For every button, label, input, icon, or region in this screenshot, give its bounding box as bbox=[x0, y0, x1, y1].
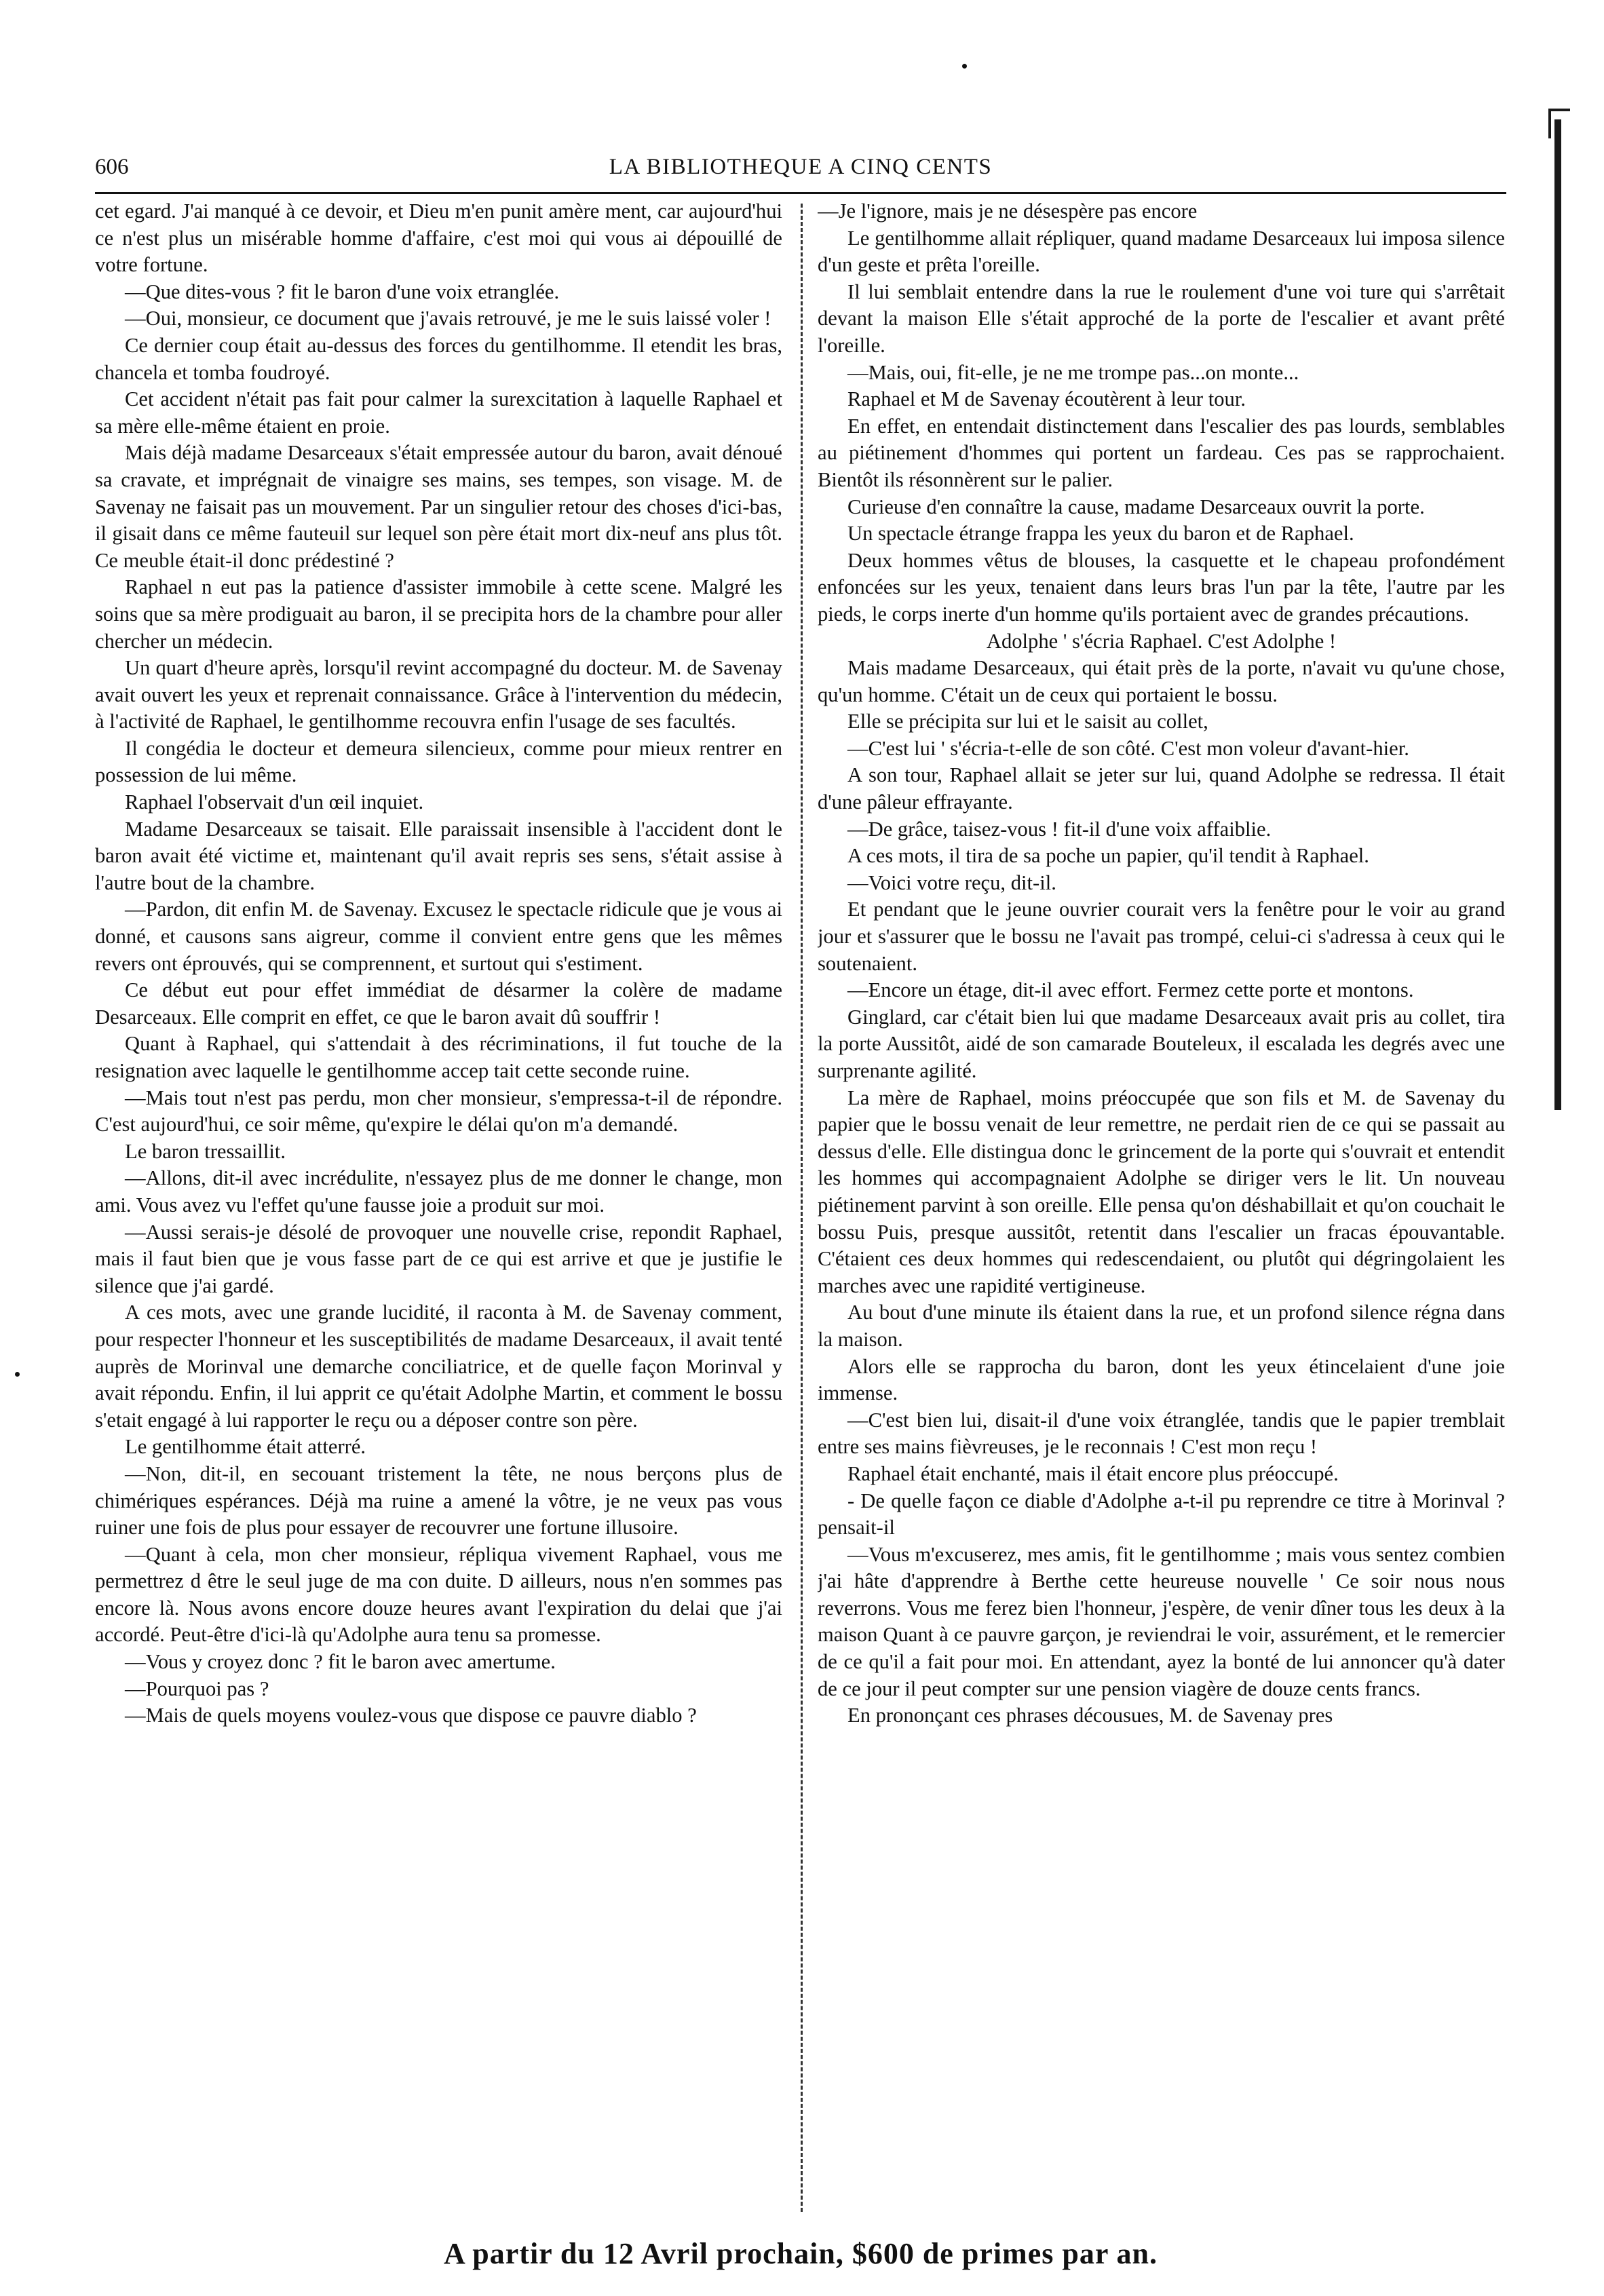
paragraph: —C'est lui ' s'écria-t-elle de son côté. C'est mon voleur d'avant-hier. bbox=[847, 736, 1409, 760]
paragraph: A ces mots, il tira de sa poche un papier, qu'il tendit à Raphael. bbox=[847, 844, 1369, 868]
paragraph: A son tour, Raphael allait se jeter sur lui, quand Adolphe se redressa. Il était d'une pâleur effrayante. bbox=[818, 763, 1505, 814]
paragraph: —Quant à cela, mon cher monsieur, répliqua vivement Raphael, vous me permettrez d être le seul juge de ma con duite. D ailleurs, nous n'en sommes pas encore là. Nous avons encore douze heures avant l'expiration du delai que j'ai accordé. Peut-être d'ici-là qu'Adolphe aura tenu sa promesse. bbox=[95, 1542, 782, 1647]
paragraph: —De grâce, taisez-vous ! fit-il d'une voix affaiblie. bbox=[847, 817, 1272, 841]
paragraph: Un quart d'heure après, lorsqu'il revint accompagné du docteur. M. de Savenay avait ouvert les yeux et reprenait connaissance. Grâce à l'intervention du médecin, à l'activité de Raphael, le gentilhomme recouvra enfin l'usage de ses facultés. bbox=[95, 656, 782, 733]
paragraph: Elle se précipita sur lui et le saisit au collet, bbox=[847, 710, 1208, 733]
paragraph: —Que dites-vous ? fit le baron d'une voix etranglée. bbox=[125, 280, 560, 303]
paragraph: —Voici votre reçu, dit-il. bbox=[847, 870, 1056, 894]
paragraph: —Pourquoi pas ? bbox=[125, 1677, 269, 1700]
paragraph: Cet accident n'était pas fait pour calmer la surexcitation à laquelle Raphael et sa mère elle-même étaient en proie. bbox=[95, 387, 782, 438]
print-speck bbox=[15, 1372, 20, 1377]
margin-bar-mark bbox=[1554, 119, 1561, 1110]
paragraph: —Mais de quels moyens voulez-vous que dispose ce pauvre diablo ? bbox=[125, 1704, 697, 1727]
paragraph: Mais déjà madame Desarceaux s'était empressée autour du baron, avait dénoué sa cravate, et imprégnait de vinaigre ses mains, ses tempes, son visage. M. de Savenay ne faisait pas un mouvement. Par un singulier retour des choses d'ici-bas, il gisait dans ce même fauteuil sur lequel son père était mort dix-neuf ans plus tôt. Ce meuble était-il donc prédestiné ? bbox=[95, 441, 782, 572]
paragraph: Un spectacle étrange frappa les yeux du baron et de Raphael. bbox=[847, 522, 1354, 546]
paragraph: Raphael et M de Savenay écoutèrent à leur tour. bbox=[847, 387, 1246, 411]
paragraph: Et pendant que le jeune ouvrier courait vers la fenêtre pour le voir au grand jour et s'assurer que le bossu ne l'avait pas trompé, celui-ci s'adressa à ceux qui le soutenaient. bbox=[818, 898, 1505, 975]
paragraph: Ginglard, car c'était bien lui que madame Desarceaux avait pris au collet, tira la porte Aussitôt, aidé de son camarade Bouteleux, il escalada les degrés avec une surprenante agilité. bbox=[818, 1005, 1505, 1082]
paragraph: Deux hommes vêtus de blouses, la casquette et le chapeau profondément enfoncées sur les yeux, tenaient dans leurs bras l'un par la tête, l'autre par les pieds, le corps inerte d'un homme qu'ils portaient avec de grandes précautions. bbox=[818, 548, 1505, 626]
paragraph: Madame Desarceaux se taisait. Elle paraissait insensible à l'accident dont le baron avait été victime et, maintenant qu'il avait repris ses sens, s'était assise à l'autre bout de la chambre. bbox=[95, 817, 782, 894]
paragraph: —Encore un étage, dit-il avec effort. Fermez cette porte et montons. bbox=[847, 978, 1414, 1002]
paragraph: —Pardon, dit enfin M. de Savenay. Excusez le spectacle ridicule que je vous ai donné, et causons sans aigreur, comme il convient entre gens que les mêmes revers ont éprouvés, qui se comprennent, et surtout qui s'estiment. bbox=[95, 898, 782, 975]
page-header bbox=[95, 155, 1506, 189]
paragraph: A ces mots, avec une grande lucidité, il raconta à M. de Savenay comment, pour respecter l'honneur et les susceptibilités de madame Desarceaux, il avait tenté auprès de Morinval une demarche conciliatrice, et de quelle façon Morinval y avait répondu. Enfin, il lui apprit ce qu'était Adolphe Martin, et comment le bossu s'etait engagé à lui rapporter le reçu ou a déposer contre son père. bbox=[95, 1301, 782, 1432]
paragraph: cet egard. J'ai manqué à ce devoir, et Dieu m'en punit amère ment, car aujourd'hui ce n'est plus un misérable homme d'affaire, c'est moi qui vous ai dépouillé de votre fortune. bbox=[95, 199, 782, 277]
paragraph: Mais madame Desarceaux, qui était près de la porte, n'avait vu qu'une chose, qu'un homme. C'était un de ceux qui portaient le bossu. bbox=[818, 656, 1505, 706]
paragraph: —Mais tout n'est pas perdu, mon cher monsieur, s'empressa-t-il de répondre. C'est aujourd'hui, ce soir même, qu'expire le délai qu'on m'a demandé. bbox=[95, 1086, 782, 1136]
paragraph: —C'est bien lui, disait-il d'une voix étranglée, tandis que le papier tremblait entre ses mains fièvreuses, je le reconnais ! C'est mon reçu ! bbox=[818, 1408, 1505, 1459]
paragraph: Curieuse d'en connaître la cause, madame Desarceaux ouvrit la porte. bbox=[847, 495, 1425, 518]
paragraph: —Non, dit-il, en secouant tristement la tête, ne nous berçons plus de chimériques espérances. Déjà ma ruine a amené la vôtre, je ne veux pas vous ruiner une fois de plus pour essayer de recouvrer une fortune illusoire. bbox=[95, 1461, 782, 1539]
paragraph: —Vous m'excuserez, mes amis, fit le gentilhomme ; mais vous sentez combien j'ai hâte d'apprendre à Berthe cette heureuse nouvelle ' Ce soir nous nous reverrons. Vous me ferez bien l'honneur, j'espère, de venir dîner tous les deux à la maison Quant à ce pauvre garçon, je reviendrai le voir, assurément, et le remercier de ce qu'il a fait pour moi. En attendant, ayez la bonté de lui annoncer qu'à dater de ce jour il peut compter sur une pension viagère de douze cents francs. bbox=[818, 1542, 1505, 1700]
paragraph: Raphael l'observait d'un œil inquiet. bbox=[125, 790, 424, 814]
page-number: 606 bbox=[95, 155, 129, 179]
column-divider bbox=[801, 204, 803, 2212]
paragraph: La mère de Raphael, moins préoccupée que son fils et M. de Savenay du papier que le bossu venait de leur remettre, ne perdait rien de ce qui se passait au dessus d'elle. Elle distingua donc le grincement de la porte qui s'ouvrait et entendit les hommes qui accompagnaient Adolphe se diriger vers le lit. Un nouveau piétinement parvint à son oreille. Elle pensa qu'on déshabillait et qu'on couchait le bossu Puis, presque aussitôt, retentit dans l'escalier un fracas épouvantable. C'étaient ces deux hommes qui redescendaient, ou plutôt qui dégringolaient les marches avec une rapidité vertigineuse. bbox=[818, 1086, 1505, 1297]
header-rule bbox=[95, 192, 1506, 194]
paragraph: Raphael n eut pas la patience d'assister immobile à cette scene. Malgré les soins que sa mère prodiguait au baron, il se precipita hors de la chambre pour aller chercher un médecin. bbox=[95, 575, 782, 653]
paragraph: Adolphe ' s'écria Raphael. C'est Adolphe ! bbox=[986, 629, 1337, 653]
paragraph: —Je l'ignore, mais je ne désespère pas encore bbox=[818, 199, 1198, 223]
paragraph: Ce dernier coup était au-dessus des forces du gentilhomme. Il etendit les bras, chancela et tomba foudroyé. bbox=[95, 333, 782, 384]
paragraph: —Mais, oui, fit-elle, je ne me trompe pas...on monte... bbox=[847, 360, 1299, 384]
paragraph: —Allons, dit-il avec incrédulite, n'essayez plus de me donner le change, mon ami. Vous avez vu l'effet qu'une fausse joie a produit sur moi. bbox=[95, 1166, 782, 1217]
footer-notice: A partir du 12 Avril prochain, $600 de primes par an. bbox=[443, 2237, 1158, 2270]
paragraph: Ce début eut pour effet immédiat de désarmer la colère de madame Desarceaux. Elle comprit en effet, ce que le baron avait dû souffrir ! bbox=[95, 978, 782, 1029]
left-text-column bbox=[95, 198, 782, 2213]
paragraph: Alors elle se rapprocha du baron, dont les yeux étincelaient d'une joie immense. bbox=[818, 1354, 1505, 1405]
paragraph: Au bout d'une minute ils étaient dans la rue, et un profond silence régna dans la maison. bbox=[818, 1301, 1505, 1351]
paragraph: —Oui, monsieur, ce document que j'avais retrouvé, je me le suis laissé voler ! bbox=[125, 307, 771, 330]
paragraph: Le gentilhomme allait répliquer, quand madame Desarceaux lui imposa silence d'un geste et prêta l'oreille. bbox=[818, 226, 1505, 277]
paragraph: - De quelle façon ce diable d'Adolphe a-t-il pu reprendre ce titre à Morinval ? pensait-il bbox=[818, 1489, 1505, 1539]
paragraph: En prononçant ces phrases décousues, M. de Savenay pres bbox=[847, 1704, 1333, 1727]
running-title: LA BIBLIOTHEQUE A CINQ CENTS bbox=[609, 155, 993, 179]
paragraph: En effet, en entendait distinctement dans l'escalier des pas lourds, semblables au piétinement d'hommes qui portent un fardeau. Ces pas se rapprochaient. Bientôt ils résonnèrent sur le palier. bbox=[818, 414, 1505, 491]
paragraph: —Aussi serais-je désolé de provoquer une nouvelle crise, repondit Raphael, mais il faut bien que je vous fasse part de ce qui est arrive et que je justifie le silence que j'ai gardé. bbox=[95, 1220, 782, 1297]
right-text-column bbox=[818, 198, 1505, 2213]
paragraph: —Vous y croyez donc ? fit le baron avec amertume. bbox=[125, 1650, 556, 1674]
paragraph: Le baron tressaillit. bbox=[125, 1139, 286, 1163]
paragraph: Raphael était enchanté, mais il était encore plus préoccupé. bbox=[847, 1461, 1339, 1485]
paragraph: Il congédia le docteur et demeura silencieux, comme pour mieux rentrer en possession de lui même. bbox=[95, 736, 782, 787]
print-speck bbox=[962, 64, 967, 69]
paragraph: Quant à Raphael, qui s'attendait à des récriminations, il fut touche de la resignation avec laquelle le gentilhomme accep tait cette seconde ruine. bbox=[95, 1032, 782, 1082]
paragraph: Il lui semblait entendre dans la rue le roulement d'une voi ture qui s'arrêtait devant la maison Elle s'était approché de la porte de l'escalier et avant prêté l'oreille. bbox=[818, 280, 1505, 357]
paragraph: Le gentilhomme était atterré. bbox=[125, 1435, 366, 1459]
